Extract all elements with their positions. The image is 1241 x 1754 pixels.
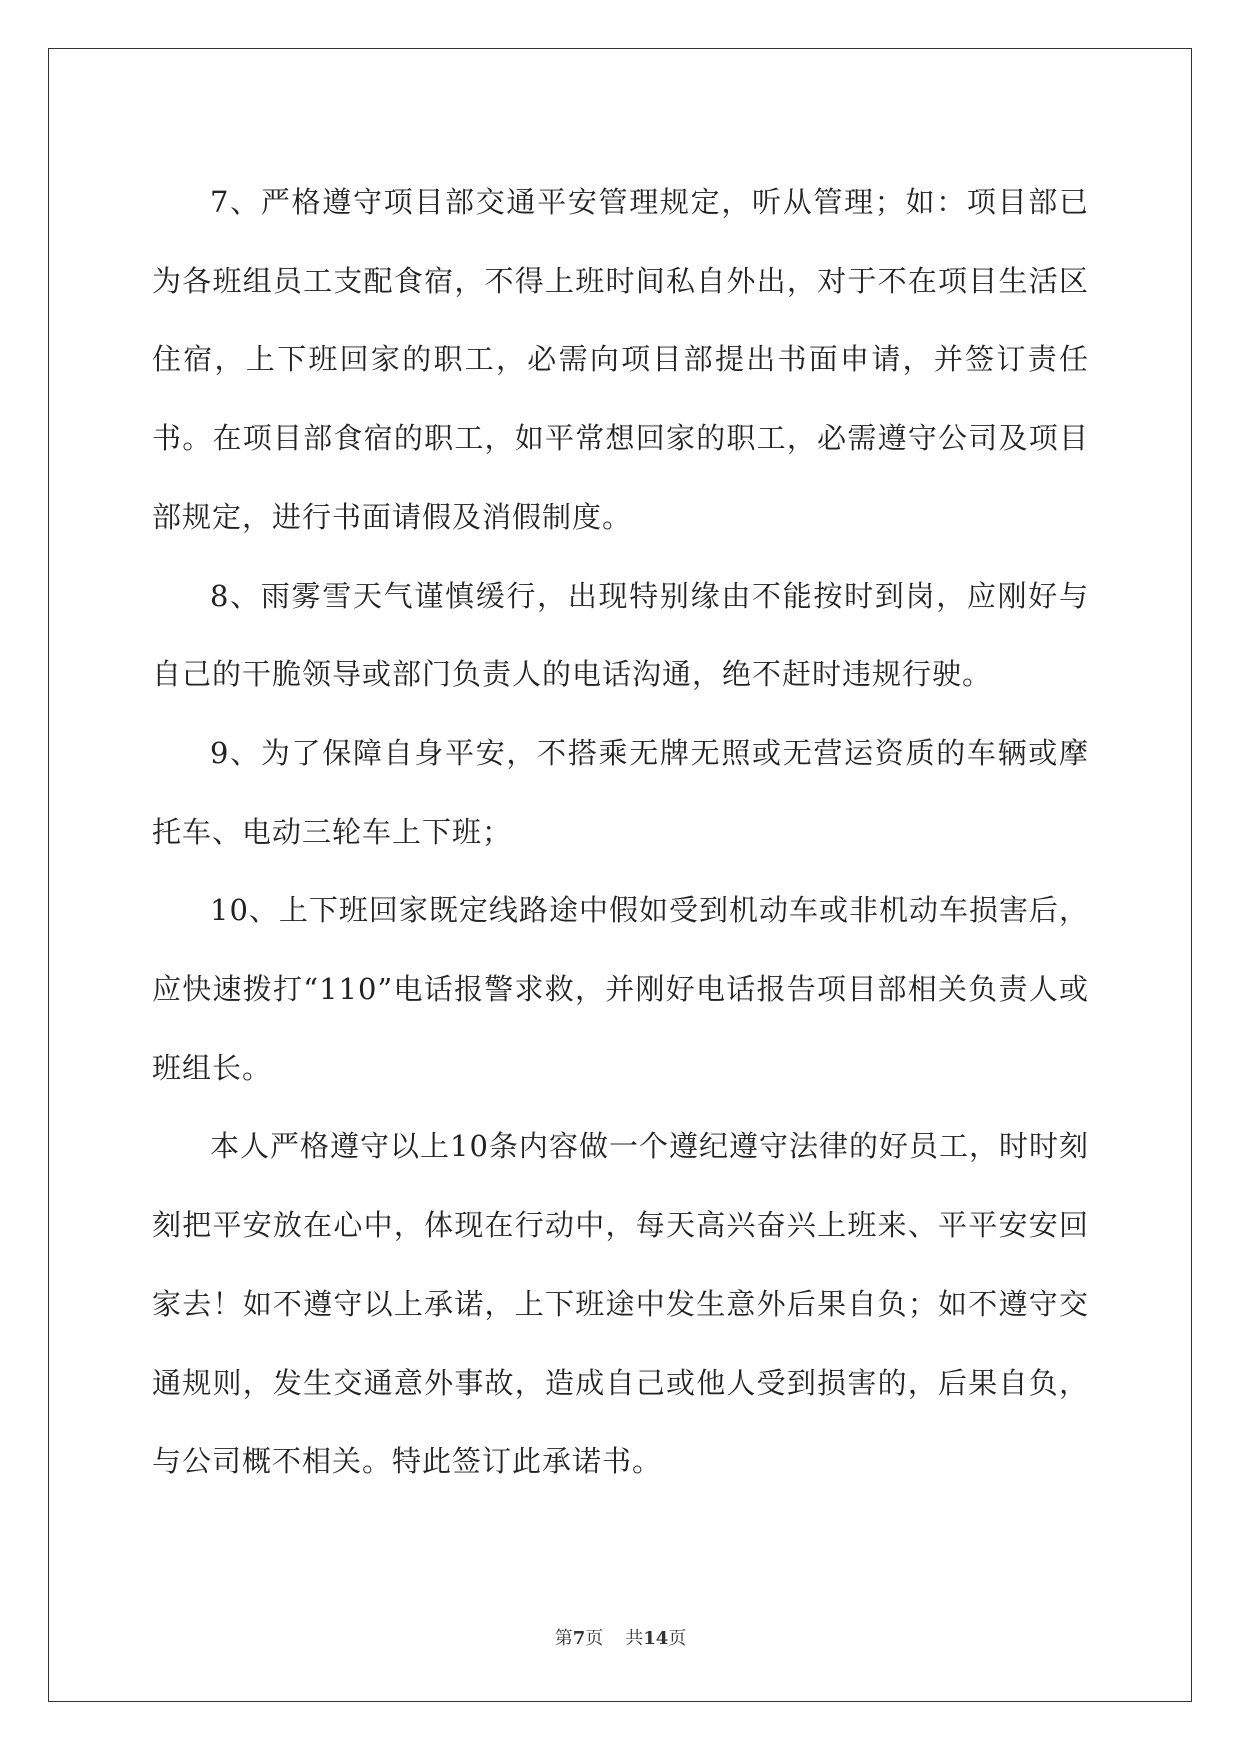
page-footer bbox=[0, 1624, 1241, 1650]
paragraph-item-10: 10、上下班回家既定线路途中假如受到机动车或非机动车损害后，应快速拨打“110”电话报警求救，并刚好电话报告项目部相关负责人或班组长。 bbox=[152, 893, 1089, 1085]
page-suffix: 页 bbox=[585, 1628, 604, 1649]
page-number: 7 bbox=[572, 1628, 586, 1649]
page-prefix: 第 bbox=[554, 1628, 573, 1649]
document-body bbox=[152, 163, 1089, 1501]
total-pages: 14 bbox=[643, 1628, 669, 1649]
paragraph-item-9: 9、为了保障自身平安，不搭乘无牌无照或无营运资质的车辆或摩托车、电动三轮车上下班； bbox=[152, 735, 1089, 849]
paragraph-commitment: 本人严格遵守以上10条内容做一个遵纪遵守法律的好员工，时时刻刻把平安放在心中，体现在行动中，每天高兴奋兴上班来、平平安安回家去！如不遵守以上承诺，上下班途中发生意外后果自负；如不遵守交通规则，发生交通意外事故，造成自己或他人受到损害的，后果自负，与公司概不相关。特此签订此承诺书。 bbox=[152, 1129, 1089, 1479]
paragraph-item-7: 7、严格遵守项目部交通平安管理规定，听从管理；如：项目部已为各班组员工支配食宿，不得上班时间私自外出，对于不在项目生活区住宿，上下班回家的职工，必需向项目部提出书面申请，并签订责任书。在项目部食宿的职工，如平常想回家的职工，必需遵守公司及项目部规定，进行书面请假及消假制度。 bbox=[152, 185, 1089, 534]
total-suffix: 页 bbox=[668, 1628, 687, 1649]
total-prefix: 共 bbox=[625, 1628, 644, 1649]
paragraph-item-8: 8、雨雾雪天气谨慎缓行，出现特别缘由不能按时到岗，应刚好与自己的干脆领导或部门负责人的电话沟通，绝不赶时违规行驶。 bbox=[152, 578, 1089, 692]
